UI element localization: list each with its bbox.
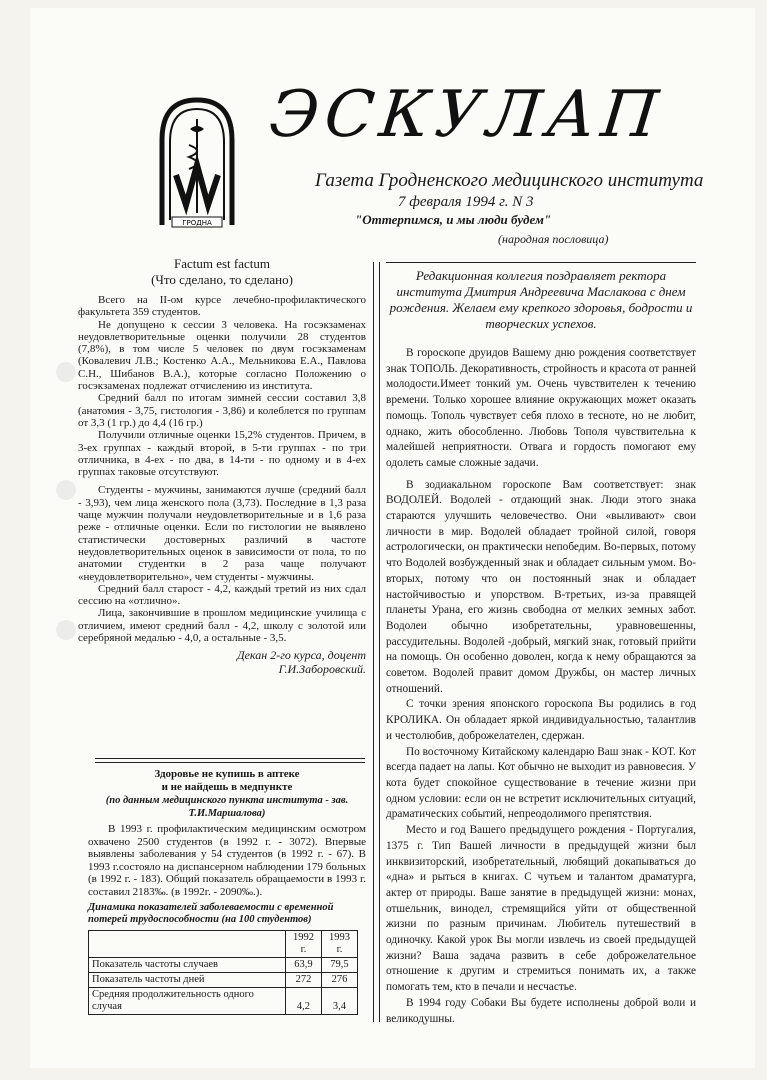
punch-hole [56,620,76,640]
punch-hole [56,480,76,500]
newspaper-subtitle: Газета Гродненского медицинского института [315,170,704,191]
birthday-greeting: Редакционная коллегия поздравляет ректора института Дмитрия Андреевича Маслакова с днем рождения. Желаем ему крепкого здоровья, бодрости и творческих успехов. [389,268,693,331]
issue-date: 7 февраля 1994 г. N 3 [398,194,534,210]
health-title-line2: и не найдешь в медпункте [161,781,293,793]
morbidity-table [88,930,358,1015]
horoscope-paragraph: В зодиакальном гороскопе Вам соответствует: знак ВОДОЛЕЙ. Водолей - отдающий знак. Люди этого знака стараются улучшить человечество. Они «выливают» свои личности в мир. Водолей обладает тройной силой, говоря астрологически, он практически непобедим. Во-первых, потому что Водолей возбужденный знак и обладает сильным умом. Во-вторых, потому что он постоянный знак и обладает настойчивостью и упорством. В-третьих, из-за правящей планеты Урана, его жизнь свободна от мелких земных забот. Водолеи обычно изобретательны, уравновешенны, рассудительны. Водолей -добрый, мягкий знак, готовый прийти на помощь. Он особенно доволен, когда к нему обращаются за советом. Водолей правит домом Дружбы, он мастер личных отношений. [386,478,696,695]
table-header-cell: 1992 г. [285,931,321,958]
article-paragraph: Всего на II-ом курсе лечебно-профилактического факультета 359 студентов. [78,294,366,319]
table-row [89,973,358,988]
table-caption: Динамика показателей заболеваемости с временной потерей трудоспособности (на 100 студентов) [88,902,334,925]
table-cell: 272 [285,973,321,988]
table-header-row [89,931,358,958]
article-title: Factum est factum [173,256,271,271]
birthday-article [386,268,696,1027]
article-title-translation: (Что сделано, то сделано) [151,272,293,287]
newspaper-title: ЭСКУЛАП [266,78,668,152]
signature-name: Г.И.Заборовский. [278,662,366,677]
horoscope-paragraph: В гороскопе друидов Вашему дню рождения соответствует знак ТОПОЛЬ. Декоративность, стройность и красота от ранней молодости.Имеет тонкий ум. Очень чувствителен к течению времени. Только хорошее влияние окружающих может оказать помощь. Тополь чувствует себя плохо в тесноте, но не любит, однако, жить обособленно. Любовь Тополя чувствительна к малейшей неприятности. Отвага и гордость помогают ему одолеть самые сложные задачи. [386,347,696,469]
motto-source: (народная пословица) [498,232,609,246]
horoscope-paragraph: В 1994 году Собаки Вы будете исполнены доброй воли и великодушны. [386,996,696,1025]
table-row [89,988,358,1015]
article-paragraph: Студенты - мужчины, занимаются лучше (средний балл - 3,93), чем лица женского пола (3,73). Последние в 1,3 раза чаще мужчин получали неудовлетворительные и в 1,6 раза реже - отличные оценки. Если по гистологии не выявлено статистически достоверных различий в частоте неудовлетворительных оценок в зависимости от пола, то по анатомии студентки в 2 раза чаще получают «неудовлетворительно», чем студенты - мужчины. [78,484,366,583]
table-cell: Средняя продолжительность одного случая [89,988,286,1015]
health-source: (по данным медицинского пункта института - зав. Т.И.Маршалова) [105,795,349,819]
column-divider [373,262,380,1022]
horoscope-paragraph: Место и год Вашего предыдущего рождения - Португалия, 1375 г. Тип Вашей личности в предыдущей жизни был инквизиторский, изобретательный, любящий докапываться до «дна» и рыться в книгах. С чутьем и талантом драматурга, актер от природы. Ваше занятие в предыдущей жизни: монах, отшельник, винодел, стремящийся уйти от общественной жизни по разным причинам. Любитель путешествий в одиночку. Какой урок Вы могли извлечь из своей предыдущей жизни? Ваша задача развить в себе доброжелательное отношение к другим и стремиться понимать их, а также помогать тем, кто в печали и несчастье. [386,824,696,994]
table-cell: 4,2 [285,988,321,1015]
signature-position: Декан 2-го курса, доцент [236,648,366,663]
table-cell: 63,9 [285,958,321,973]
punch-hole [56,362,76,382]
table-cell: Показатель частоты случаев [89,958,286,973]
logo-caption: ГРОДНА [182,219,212,227]
article-paragraph: Средний балл старост - 4,2, каждый третий из них сдал сессию на «отлично». [78,582,366,608]
horoscope-paragraph: С точки зрения японского гороскопа Вы родились в год КРОЛИКА. Он обладает яркой индивидуальностью, талантлив и честолюбив, доброжелателен, сдержан. [386,698,696,742]
horoscope-paragraph: По восточному Китайскому календарю Ваш знак - КОТ. Кот всегда падает на лапы. Кот обычно не выходит из равновесия. У кота будет спокойное существование в течение жизни при одном условии: если он не встретит исключительных ситуаций, драматических событий, непреодолимого препятствия. [386,745,696,821]
table-row [89,958,358,973]
table-cell: 3,4 [321,988,357,1015]
table-cell: 79,5 [321,958,357,973]
section-divider [95,758,365,763]
health-paragraph: В 1993 г. профилактическим медицинским осмотром охвачено 2500 студентов (в 1992 г. - 3072). Впервые выявлены заболевания у 54 студентов (в 1992 г. - 67). В 1993 г.состояло на диспансерном наблюдении 179 больных (в 1992 г. - 183). Общий показатель обращаемости в 1993 г. составил 2183‰. (в 1992г. - 2090‰.). [88,823,366,898]
health-title-line1: Здоровье не купишь в аптеке [154,768,300,780]
institute-logo-emblem [152,95,242,230]
article-paragraph: Средний балл по итогам зимней сессии составил 3,8 (анатомия - 3,75, гистология - 3,86) и колеблется по группам от 3,3 (1 гр.) до 4,4 (16 гр.) [78,392,366,429]
right-column-top-rule [386,262,696,263]
health-article [88,768,366,1015]
article-paragraph: Не допущено к сессии 3 человека. На госэкзаменах неудовлетворительные оценки получили 28 студентов (7,8%), в том числе 5 человек по двум госэкзаменам (Ковалевич Л.В.; Костенко А.А., Мельникова Е.А., Павлова С.Н., Шибанов В.А.), которые согласно Положению о госэкзаменах подлежат отчислению из института. [78,318,366,393]
article-paragraph: Лица, закончившие в прошлом медицинские училища с отличием, имеют средний балл - 4,2, школу с золотой или серебряной медалью - 4,0, а остальные - 3,5. [78,607,366,645]
table-cell: Показатель частоты дней [89,973,286,988]
table-header-cell [89,931,286,958]
motto: "Оттерпимся, и мы люди будем" [355,212,552,227]
table-header-cell: 1993 г. [321,931,357,958]
article-paragraph: Получили отличные оценки 15,2% студентов. Причем, в 3-ех группах - каждый второй, в 5-ти группах - по три отличника, в 4-ех - по два, в 14-ти - по одному и в 4-ех группах таковые отсутствуют. [78,429,366,479]
exam-results-article [78,256,366,676]
table-cell: 276 [321,973,357,988]
